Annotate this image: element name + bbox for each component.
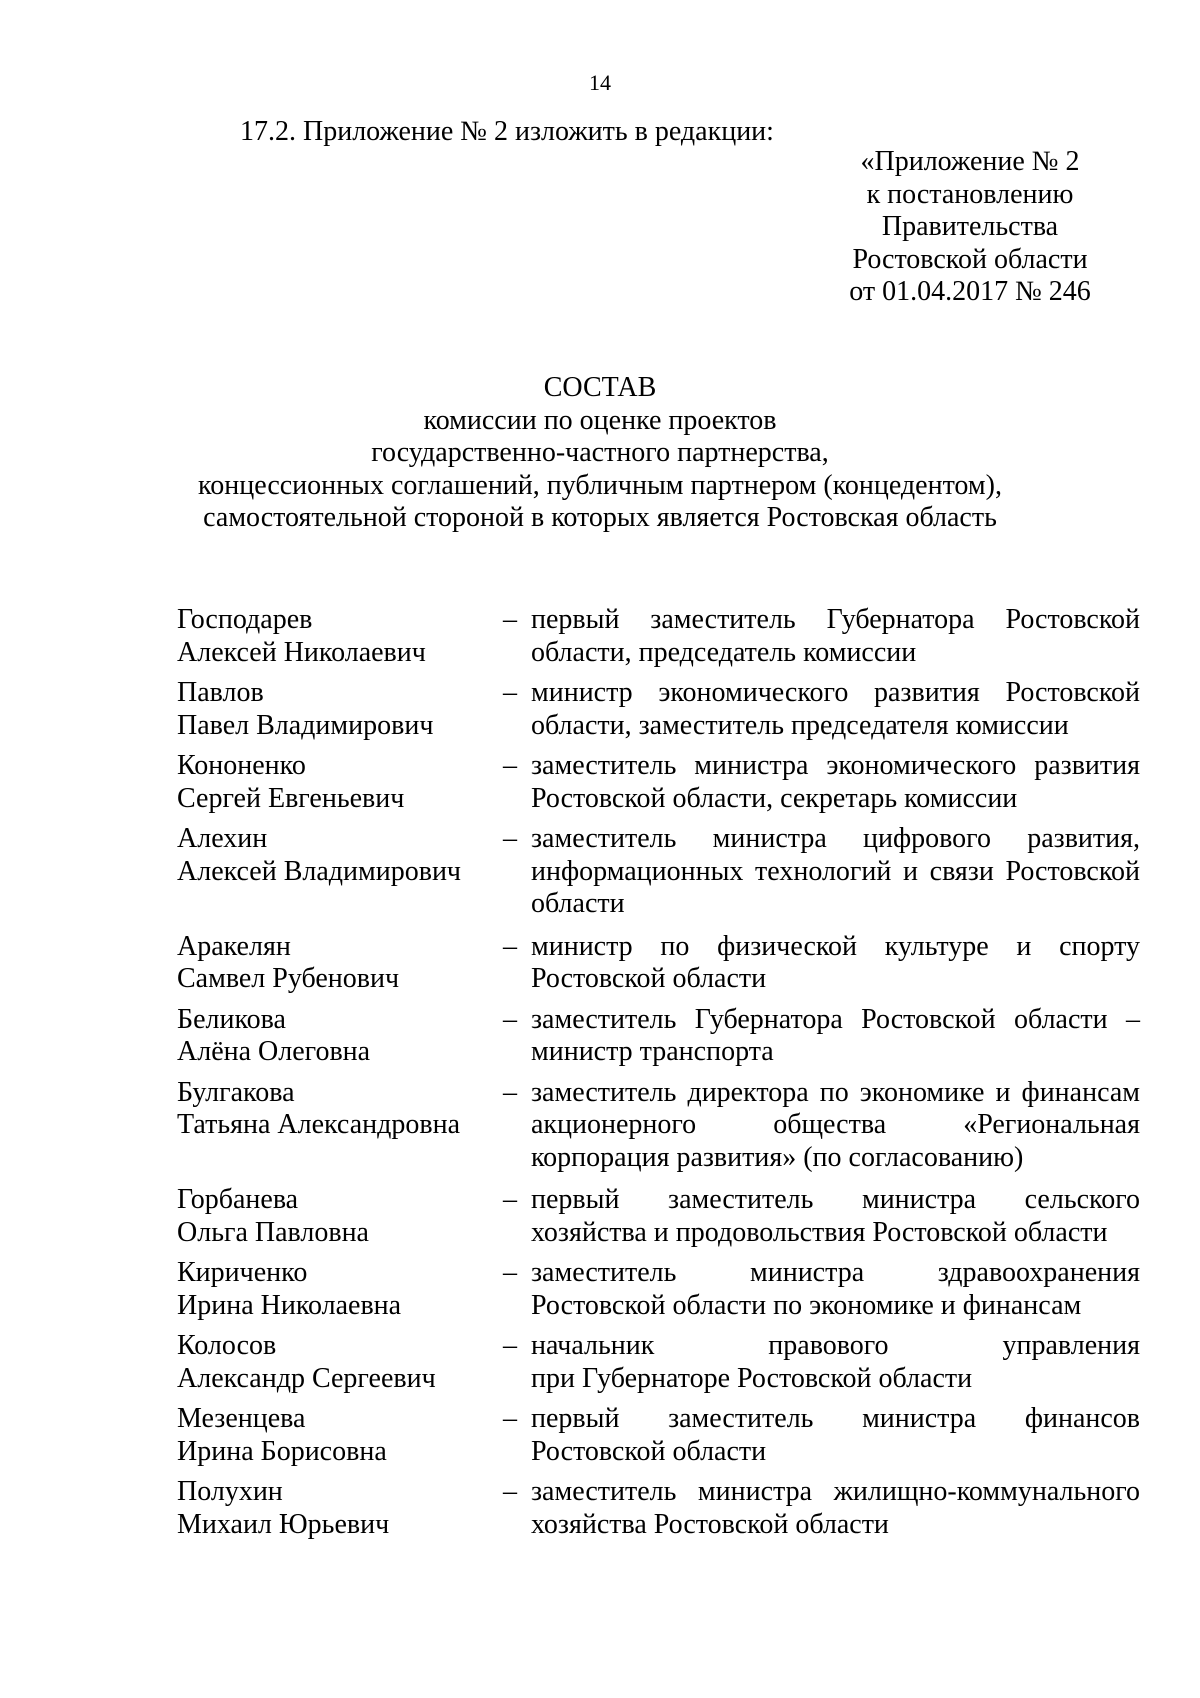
member-position (531, 750, 1140, 815)
member-given-names: Ирина Николаевна (177, 1289, 402, 1321)
member-name (177, 1004, 503, 1069)
member-name (177, 931, 503, 996)
position-line: хозяйства и продовольствия Ростовской области (531, 1216, 1108, 1248)
member-dash: – (503, 1330, 517, 1361)
position-line: Ростовской области (531, 963, 767, 994)
member-dash: – (503, 677, 517, 708)
member-name (177, 1184, 503, 1249)
member-name (177, 823, 503, 921)
member-given-names: Самвел Рубенович (177, 963, 400, 994)
member-row (0, 1257, 1200, 1322)
member-row (0, 677, 1200, 742)
member-dash: – (503, 1403, 517, 1434)
appendix-line: Ростовской области (852, 243, 1088, 275)
member-given-names: Михаил Юрьевич (177, 1508, 390, 1540)
position-line: области, председатель комиссии (531, 636, 917, 668)
member-name (177, 1257, 503, 1322)
member-given-names: Ирина Борисовна (177, 1435, 387, 1467)
member-name (177, 1476, 503, 1541)
member-row (0, 1184, 1200, 1249)
member-surname: Колосов (177, 1330, 277, 1361)
heading-line: комиссии по оценке проектов (423, 404, 777, 436)
member-name (177, 1077, 503, 1175)
member-dash: – (503, 1003, 517, 1035)
member-dash: – (503, 1257, 517, 1288)
member-surname: Алехин (177, 823, 268, 854)
member-row (0, 1476, 1200, 1541)
member-name (177, 1330, 503, 1395)
member-position (531, 1476, 1140, 1541)
page-number: 14 (589, 70, 611, 95)
member-row (0, 1004, 1200, 1069)
position-line: при Губернаторе Ростовской области (531, 1362, 973, 1394)
appendix-header (820, 146, 1120, 309)
heading-title: СОСТАВ (543, 372, 657, 403)
amendment-intro: 17.2. Приложение № 2 изложить в редакции: (240, 116, 774, 147)
appendix-line: к постановлению (866, 178, 1074, 210)
member-position (531, 1257, 1140, 1322)
member-position (531, 604, 1140, 669)
position-line: заместитель министра здравоохранения (531, 1257, 1140, 1288)
member-given-names: Павел Владимирович (177, 709, 434, 741)
heading-line: государственно-частного партнерства, (371, 437, 829, 468)
position-line: министр экономического развития Ростовской (531, 677, 1140, 708)
member-surname: Булгакова (177, 1076, 295, 1108)
member-surname: Господарев (177, 604, 313, 635)
member-given-names: Татьяна Александровна (177, 1109, 460, 1140)
heading-line: концессионных соглашений, публичным партнером (концедентом), (198, 469, 1002, 501)
member-surname: Аракелян (177, 930, 291, 962)
position-line: начальник правового управления (531, 1330, 1140, 1361)
member-dash: – (503, 1076, 517, 1108)
position-line: первый заместитель министра сельского (531, 1184, 1140, 1215)
member-name (177, 1403, 503, 1468)
position-line: акционерного общества «Региональная (531, 1109, 1140, 1140)
document-heading (0, 372, 1200, 535)
member-given-names: Александр Сергеевич (177, 1362, 436, 1394)
position-line: первый заместитель министра финансов (531, 1403, 1140, 1434)
position-line: министр по физической культуре и спорту (531, 930, 1140, 962)
member-name (177, 604, 503, 669)
position-line: хозяйства Ростовской области (531, 1508, 889, 1540)
member-row (0, 1403, 1200, 1468)
position-line: заместитель министра цифрового развития, (531, 823, 1140, 854)
member-position (531, 1403, 1140, 1468)
member-row (0, 604, 1200, 669)
appendix-line: «Приложение № 2 (860, 146, 1080, 177)
member-given-names: Алёна Олеговна (177, 1036, 371, 1067)
member-row (0, 931, 1200, 996)
member-dash: – (503, 930, 517, 962)
member-row (0, 1077, 1200, 1175)
member-position (531, 931, 1140, 996)
member-row (0, 1330, 1200, 1395)
member-position (531, 1184, 1140, 1249)
member-dash: – (503, 823, 517, 854)
member-dash: – (503, 750, 517, 781)
position-line: министр транспорта (531, 1036, 774, 1067)
position-line: заместитель министра экономического развития (531, 750, 1140, 781)
member-row (0, 823, 1200, 921)
member-surname: Горбанева (177, 1184, 299, 1215)
position-line: Ростовской области (531, 1435, 767, 1467)
position-line: первый заместитель Губернатора Ростовской (531, 604, 1140, 635)
member-surname: Кононенко (177, 750, 306, 781)
member-surname: Кириченко (177, 1257, 308, 1288)
position-line: заместитель Губернатора Ростовской области – (531, 1003, 1140, 1035)
member-given-names: Алексей Николаевич (177, 636, 426, 668)
position-line: заместитель министра жилищно-коммунального (531, 1476, 1140, 1507)
member-surname: Павлов (177, 677, 264, 708)
heading-line: самостоятельной стороной в которых является Ростовская область (203, 502, 997, 533)
position-line: Ростовской области по экономике и финансам (531, 1289, 1082, 1321)
member-given-names: Алексей Владимирович (177, 855, 462, 887)
position-line: области (531, 888, 625, 919)
member-surname: Полухин (177, 1476, 283, 1507)
member-dash: – (503, 1476, 517, 1507)
position-line: заместитель директора по экономике и финансам (531, 1076, 1140, 1108)
position-line: области, заместитель председателя комиссии (531, 709, 1069, 741)
member-position (531, 823, 1140, 921)
members-list (0, 604, 1200, 1541)
member-position (531, 677, 1140, 742)
member-position (531, 1004, 1140, 1069)
member-dash: – (503, 604, 517, 635)
position-line: информационных технологий и связи Ростовской (531, 855, 1140, 887)
member-name (177, 750, 503, 815)
appendix-line: от 01.04.2017 № 246 (849, 276, 1091, 307)
appendix-line: Правительства (881, 211, 1059, 242)
member-given-names: Сергей Евгеньевич (177, 782, 405, 814)
member-given-names: Ольга Павловна (177, 1216, 369, 1248)
member-row (0, 750, 1200, 815)
position-line: корпорация развития» (по согласованию) (531, 1141, 1024, 1173)
member-name (177, 677, 503, 742)
member-position (531, 1330, 1140, 1395)
member-dash: – (503, 1184, 517, 1215)
member-surname: Беликова (177, 1003, 286, 1035)
member-position (531, 1077, 1140, 1175)
member-surname: Мезенцева (177, 1403, 306, 1434)
position-line: Ростовской области, секретарь комиссии (531, 782, 1018, 814)
